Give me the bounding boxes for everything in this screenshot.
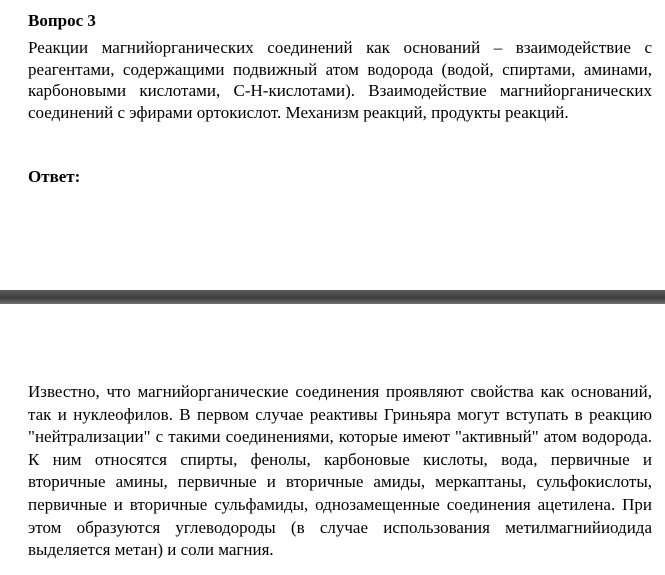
question-text: Реакции магнийорганических соединений как оснований – взаимодействие с реагентами, содержащими подвижный атом водорода (водой, спиртами, аминами, карбоновыми кислотами, С-Н-кислотами). Взаимодействие магнийорганических соединений с эфирами ортокислот. Механизм реакций, продукты реакций.	[28, 38, 652, 122]
question-heading: Вопрос 3	[28, 11, 96, 30]
page-separator	[0, 290, 665, 304]
answer-label: Ответ:	[28, 167, 81, 186]
answer-text: Известно, что магнийорганические соединения проявляют свойства как оснований, так и нуклеофилов. В первом случае реактивы Гриньяра могут вступать в реакцию "нейтрализации" с такими соединениями, которые имеют "активный" атом водорода. К ним относятся спирты, фенолы, карбоновые кислоты, вода, первичные и вторичные амины, первичные и вторичные амиды, меркаптаны, сульфокислоты, первичные и вторичные сульфамиды, однозамещенные соединения ацетилена. При этом образуются углеводороды (в случае использования метилмагнийиодида выделяется метан) и соли магния.	[28, 382, 652, 560]
